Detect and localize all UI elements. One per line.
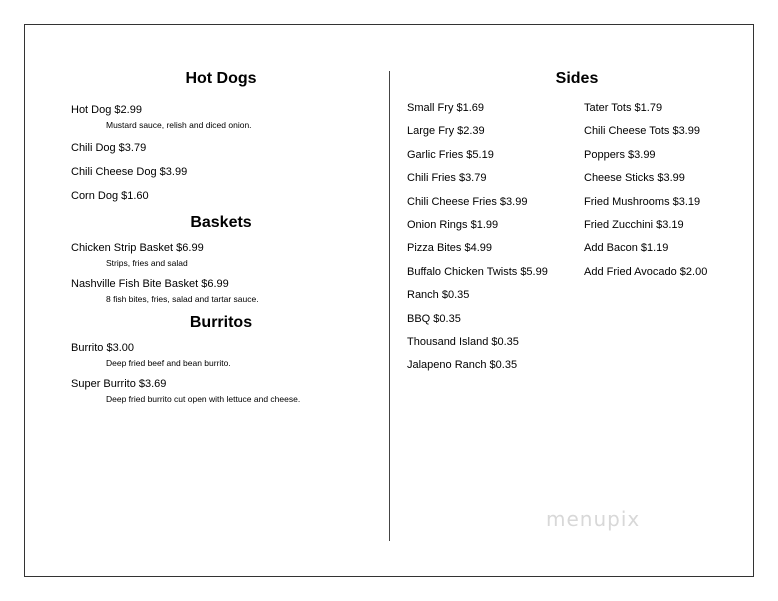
menu-item: Tater Tots $1.79	[584, 102, 663, 114]
menu-item: Add Bacon $1.19	[584, 242, 669, 255]
baskets-title: Baskets	[190, 214, 252, 231]
menu-item: Burrito $3.00	[71, 342, 134, 354]
menu-item: Small Fry $1.69	[407, 102, 485, 114]
menu-item: Chili Dog $3.79	[71, 142, 147, 154]
menu-item: Fried Zucchini $3.19	[584, 218, 684, 231]
column-divider	[389, 71, 390, 541]
menu-item: Thousand Island $0.35	[407, 335, 519, 348]
menu-item: Hot Dog $2.99	[71, 104, 142, 116]
menu-item: Chili Cheese Tots $3.99	[584, 125, 700, 138]
menu-item: Add Fried Avocado $2.00	[584, 265, 708, 278]
menu-item: Jalapeno Ranch $0.35	[407, 359, 518, 372]
menu-item: Buffalo Chicken Twists $5.99	[407, 265, 548, 278]
menu-item-description: Strips, fries and salad	[106, 258, 188, 268]
sides-title: Sides	[555, 70, 599, 87]
menu-item-description: Deep fried burrito cut open with lettuce and cheese.	[106, 394, 301, 404]
menu-item: Chicken Strip Basket $6.99	[71, 242, 204, 254]
menu-item: Pizza Bites $4.99	[407, 242, 492, 255]
menu-item: Chili Fries $3.79	[407, 172, 487, 185]
menu-item: Corn Dog $1.60	[71, 190, 149, 202]
menu-item: Poppers $3.99	[584, 148, 656, 161]
hot-dogs-title: Hot Dogs	[185, 70, 257, 87]
burritos-title: Burritos	[189, 314, 253, 331]
menu-item-description: Mustard sauce, relish and diced onion.	[106, 120, 252, 130]
menu-item: BBQ $0.35	[407, 312, 461, 325]
right-column	[407, 69, 737, 401]
menu-item-description: 8 fish bites, fries, salad and tartar sauce.	[106, 294, 259, 304]
sides-column-a	[407, 101, 577, 382]
sides-list	[407, 101, 737, 401]
menu-item: Ranch $0.35	[407, 289, 470, 302]
menu-page	[24, 24, 754, 577]
menu-item: Chili Cheese Fries $3.99	[407, 195, 528, 208]
menu-item: Large Fry $2.39	[407, 125, 485, 138]
menu-item: Fried Mushrooms $3.19	[584, 195, 701, 208]
menu-item: Chili Cheese Dog $3.99	[71, 166, 188, 178]
menu-item-description: Deep fried beef and bean burrito.	[106, 358, 231, 368]
menu-item: Super Burrito $3.69	[71, 378, 167, 390]
left-column	[71, 69, 371, 405]
menu-item: Cheese Sticks $3.99	[584, 172, 685, 185]
sides-column-b	[584, 101, 744, 288]
menu-item: Garlic Fries $5.19	[407, 148, 494, 161]
menu-item: Nashville Fish Bite Basket $6.99	[71, 278, 229, 290]
menu-item: Onion Rings $1.99	[407, 218, 499, 231]
watermark-logo: menupix	[546, 507, 641, 531]
